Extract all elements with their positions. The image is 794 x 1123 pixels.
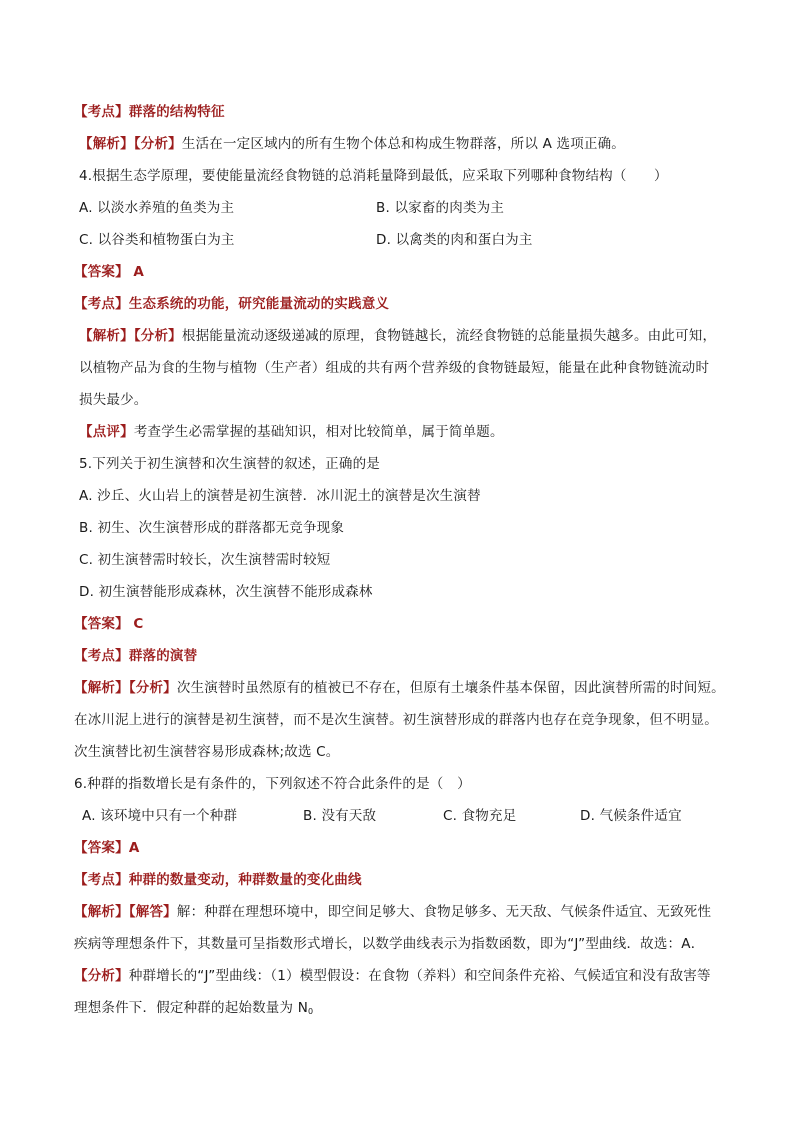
- daan-label: 【答案】: [74, 616, 129, 632]
- q5-jiexi-line-3: 次生演替比初生演替容易形成森林;故选 C。: [74, 744, 340, 760]
- q4-dianping-line: [79, 423, 504, 441]
- fenxi-label: 【分析】: [128, 680, 177, 696]
- dianping-label: 【点评】: [79, 424, 134, 440]
- q6-answer-line: [74, 839, 139, 857]
- kaodian-label: 【考点】: [74, 104, 129, 120]
- jiexi-label: 【解析】: [74, 904, 129, 920]
- q5-option-a: A. 沙丘、火山岩上的演替是初生演替．冰川泥土的演替是次生演替: [79, 488, 481, 504]
- jiexi-label: 【解析】: [74, 680, 129, 696]
- q5-kaodian-text: 群落的演替: [128, 648, 198, 664]
- b1-jiexi-line: [79, 135, 625, 153]
- q6-jieda-line-1: [74, 903, 711, 921]
- q4-answer: A: [133, 264, 144, 280]
- n0-subscript: 0: [308, 1007, 314, 1016]
- q4-jiexi-text-1: 根据能量流动逐级递减的原理，食物链越长，流经食物链的总能量损失越多。由此可知，: [181, 328, 717, 344]
- b1-jiexi-text: 生活在一定区域内的所有生物个体总和构成生物群落，所以 A 选项正确。: [181, 136, 625, 152]
- q4-option-d: D. 以禽类的肉和蛋白为主: [376, 232, 533, 248]
- q6-option-d: D. 气候条件适宜: [580, 808, 682, 824]
- q5-option-c: C. 初生演替需时较长，次生演替需时较短: [79, 552, 331, 568]
- q4-dianping-text: 考查学生必需掌握的基础知识，相对比较简单，属于简单题。: [133, 424, 504, 440]
- q5-answer-line: [74, 615, 143, 633]
- kaodian-label: 【考点】: [74, 648, 129, 664]
- q6-kaodian-text: 种群的数量变动，种群数量的变化曲线: [128, 872, 362, 888]
- q4-option-c: C. 以谷类和植物蛋白为主: [79, 232, 235, 248]
- b1-kaodian-text: 群落的结构特征: [128, 104, 225, 120]
- q4-jiexi-line-2: 以植物产品为食的生物与植物（生产者）组成的共有两个营养级的食物链最短，能量在此种食物链流动时: [79, 360, 710, 376]
- q6-answer: A: [128, 840, 140, 856]
- daan-label: 【答案】: [74, 840, 129, 856]
- q6-stem: 6.种群的指数增长是有条件的，下列叙述不符合此条件的是（ ）: [74, 776, 471, 792]
- q4-kaodian-line: [74, 295, 389, 313]
- q4-jiexi-line-3: 损失最少。: [79, 392, 148, 408]
- q4-answer-line: [74, 263, 144, 281]
- q6-option-c: C. 食物充足: [443, 808, 517, 824]
- q6-jieda-line-2: 疾病等理想条件下，其数量可呈指数形式增长，以数学曲线表示为指数函数，即为“J”型曲线．故选：A．: [74, 936, 705, 952]
- q5-jiexi-line-2: 在冰川泥上进行的演替是初生演替，而不是次生演替。初生演替形成的群落内也存在竞争现象，但不明显。: [74, 712, 718, 728]
- q4-stem: 4.根据生态学原理，要使能量流经食物链的总消耗量降到最低，应采取下列哪种食物结构（ ）: [79, 168, 668, 184]
- fenxi-label: 【分析】: [133, 328, 182, 344]
- q6-kaodian-line: [74, 871, 362, 889]
- q4-jiexi-line-1: [79, 327, 716, 345]
- q6-fenxi-text-1: 种群增长的“J”型曲线：（1）模型假设：在食物（养料）和空间条件充裕、气候适宜和没有敌害等: [128, 968, 711, 984]
- q5-option-b: B. 初生、次生演替形成的群落都无竞争现象: [79, 520, 345, 536]
- q6-fenxi-line-2: [74, 999, 313, 1021]
- kaodian-label: 【考点】: [74, 872, 129, 888]
- jiexi-label: 【解析】: [79, 328, 134, 344]
- q5-stem: 5.下列关于初生演替和次生演替的叙述，正确的是: [79, 456, 380, 472]
- daan-label: 【答案】: [74, 264, 129, 280]
- q6-fenxi-text-2: 理想条件下．假定种群的起始数量为 N: [74, 1000, 308, 1016]
- fenxi-label: 【分析】: [74, 968, 129, 984]
- q5-jiexi-text-1: 次生演替时虽然原有的植被已不存在，但原有土壤条件基本保留，因此演替所需的时间短。: [176, 680, 725, 696]
- jieda-label: 【解答】: [128, 904, 177, 920]
- q4-option-a: A. 以淡水养殖的鱼类为主: [79, 200, 235, 216]
- kaodian-label: 【考点】: [74, 296, 129, 312]
- q5-answer: C: [133, 616, 144, 632]
- jiexi-label: 【解析】: [79, 136, 134, 152]
- q6-jieda-text-1: 解：种群在理想环境中，即空间足够大、食物足够多、无天敌、气候条件适宜、无致死性: [176, 904, 712, 920]
- q4-option-b: B. 以家畜的肉类为主: [376, 200, 505, 216]
- q5-jiexi-line-1: [74, 679, 725, 697]
- q5-kaodian-line: [74, 647, 197, 665]
- b1-kaodian-line: [74, 103, 225, 121]
- q6-option-a: A. 该环境中只有一个种群: [82, 808, 238, 824]
- q4-kaodian-text: 生态系统的功能，研究能量流动的实践意义: [128, 296, 390, 312]
- q6-option-b: B. 没有天敌: [303, 808, 377, 824]
- q5-option-d: D. 初生演替能形成森林，次生演替不能形成森林: [79, 584, 373, 600]
- q6-fenxi-line-1: [74, 967, 711, 985]
- fenxi-label: 【分析】: [133, 136, 182, 152]
